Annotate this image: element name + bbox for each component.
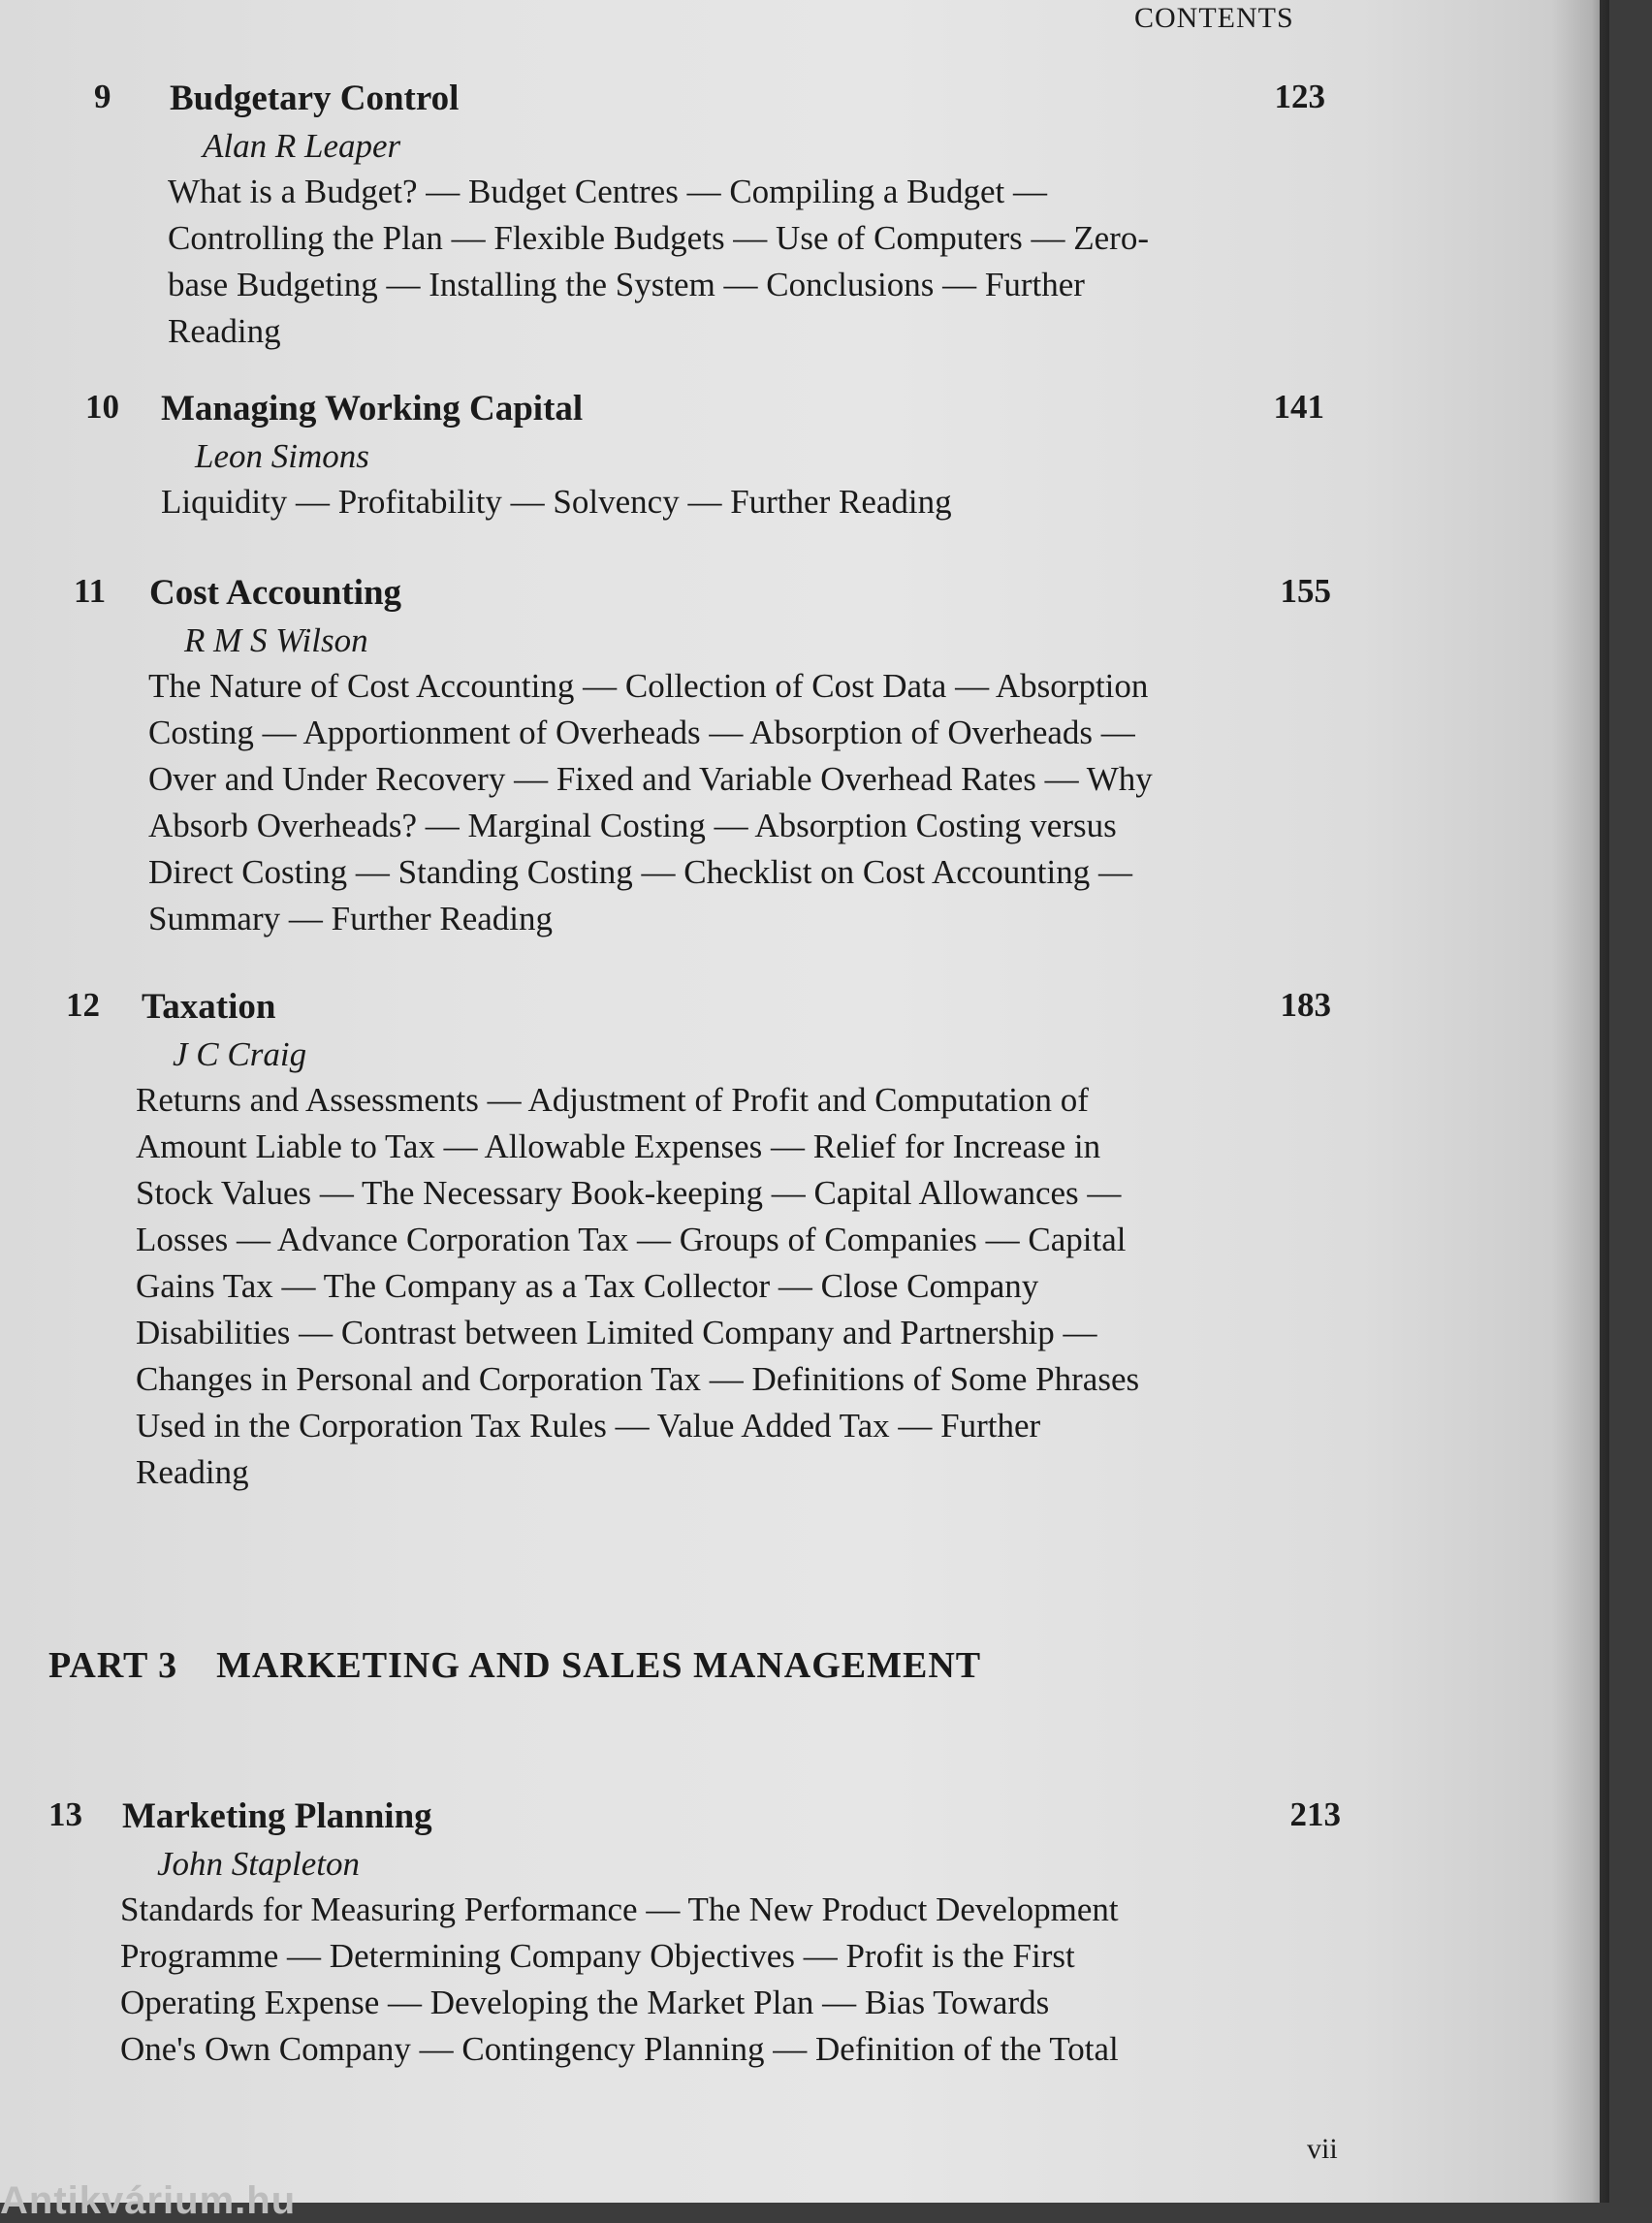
chapter-author: John Stapleton — [157, 1845, 360, 1883]
topics-line: The Nature of Cost Accounting — Collection of Cost Data — Absorption — [148, 667, 1149, 705]
chapter-topics — [148, 663, 1331, 942]
contents-entry-9 — [94, 78, 1325, 355]
chapter-number: 12 — [66, 986, 100, 1024]
topics-line: Over and Under Recovery — Fixed and Variable Overhead Rates — Why — [148, 760, 1153, 798]
topics-line: Absorb Overheads? — Marginal Costing — Absorption Costing versus — [148, 807, 1117, 844]
topics-line: Amount Liable to Tax — Allowable Expenses — Relief for Increase in — [136, 1127, 1101, 1165]
contents-entry-13 — [48, 1795, 1341, 2073]
entry-heading — [48, 1795, 1341, 1842]
topics-line: Losses — Advance Corporation Tax — Groups of Companies — Capital — [136, 1221, 1127, 1258]
topics-line: Changes in Personal and Corporation Tax — Definitions of Some Phrases — [136, 1360, 1140, 1398]
chapter-topics — [120, 1887, 1341, 2073]
topics-line: Liquidity — Profitability — Solvency — Further Reading — [161, 483, 952, 521]
page-number: 155 — [1280, 572, 1331, 610]
chapter-topics — [136, 1077, 1331, 1496]
chapter-number: 10 — [85, 388, 119, 426]
chapter-author: Alan R Leaper — [203, 127, 401, 165]
part-heading — [48, 1644, 981, 1687]
page-number: 123 — [1274, 78, 1325, 115]
contents-entry-10 — [85, 388, 1324, 525]
page-folio: vii — [1307, 2133, 1338, 2165]
chapter-author: R M S Wilson — [184, 621, 368, 659]
page-edge-shadow — [1551, 0, 1609, 2203]
chapter-title: Marketing Planning — [122, 1796, 432, 1836]
topics-line: What is a Budget? — Budget Centres — Compiling a Budget — — [168, 173, 1047, 210]
chapter-topics — [168, 169, 1325, 355]
contents-entry-12 — [66, 986, 1331, 1496]
topics-line: Controlling the Plan — Flexible Budgets — Use of Computers — Zero- — [168, 219, 1149, 257]
chapter-topics — [161, 479, 1324, 525]
topics-line: Stock Values — The Necessary Book-keeping — Capital Allowances — — [136, 1174, 1122, 1212]
topics-line: Returns and Assessments — Adjustment of Profit and Computation of — [136, 1081, 1089, 1119]
part-title: MARKETING AND SALES MANAGEMENT — [216, 1645, 982, 1686]
entry-heading — [74, 572, 1331, 619]
chapter-number: 9 — [94, 78, 111, 115]
topics-line: Operating Expense — Developing the Market Plan — Bias Towards — [120, 1984, 1050, 2021]
topics-line: Direct Costing — Standing Costing — Checklist on Cost Accounting — — [148, 853, 1132, 891]
topics-line: Gains Tax — The Company as a Tax Collector — Close Company — [136, 1267, 1039, 1305]
topics-line: Standards for Measuring Performance — The New Product Development — [120, 1890, 1119, 1928]
chapter-title: Budgetary Control — [170, 79, 460, 118]
chapter-title: Taxation — [142, 987, 276, 1027]
topics-line: One's Own Company — Contingency Planning — Definition of the Total — [120, 2030, 1119, 2068]
page-number: 141 — [1273, 388, 1324, 426]
topics-line: Summary — Further Reading — [148, 900, 554, 937]
topics-line: Programme — Determining Company Objectives — Profit is the First — [120, 1937, 1075, 1975]
part-label: PART 3 — [48, 1645, 178, 1686]
topics-line: Costing — Apportionment of Overheads — Absorption of Overheads — — [148, 714, 1135, 751]
chapter-author: Leon Simons — [195, 437, 369, 475]
page-number: 183 — [1280, 986, 1331, 1024]
topics-line: Used in the Corporation Tax Rules — Value Added Tax — Further — [136, 1407, 1041, 1445]
topics-line: Disabilities — Contrast between Limited Company and Partnership — — [136, 1314, 1097, 1351]
chapter-number: 13 — [48, 1795, 82, 1833]
contents-entry-11 — [74, 572, 1331, 942]
topics-line: Reading — [168, 312, 281, 350]
chapter-number: 11 — [74, 572, 107, 610]
topics-line: base Budgeting — Installing the System — Conclusions — Further — [168, 266, 1085, 303]
chapter-author: J C Craig — [173, 1035, 307, 1073]
page-number: 213 — [1289, 1795, 1341, 1833]
watermark: Antikvárium.hu — [0, 2179, 297, 2222]
topics-line: Reading — [136, 1453, 249, 1491]
entry-heading — [66, 986, 1331, 1032]
entry-heading — [94, 78, 1325, 124]
chapter-title: Managing Working Capital — [161, 389, 584, 429]
running-head: CONTENTS — [1134, 2, 1294, 34]
entry-heading — [85, 388, 1324, 434]
chapter-title: Cost Accounting — [149, 573, 402, 613]
